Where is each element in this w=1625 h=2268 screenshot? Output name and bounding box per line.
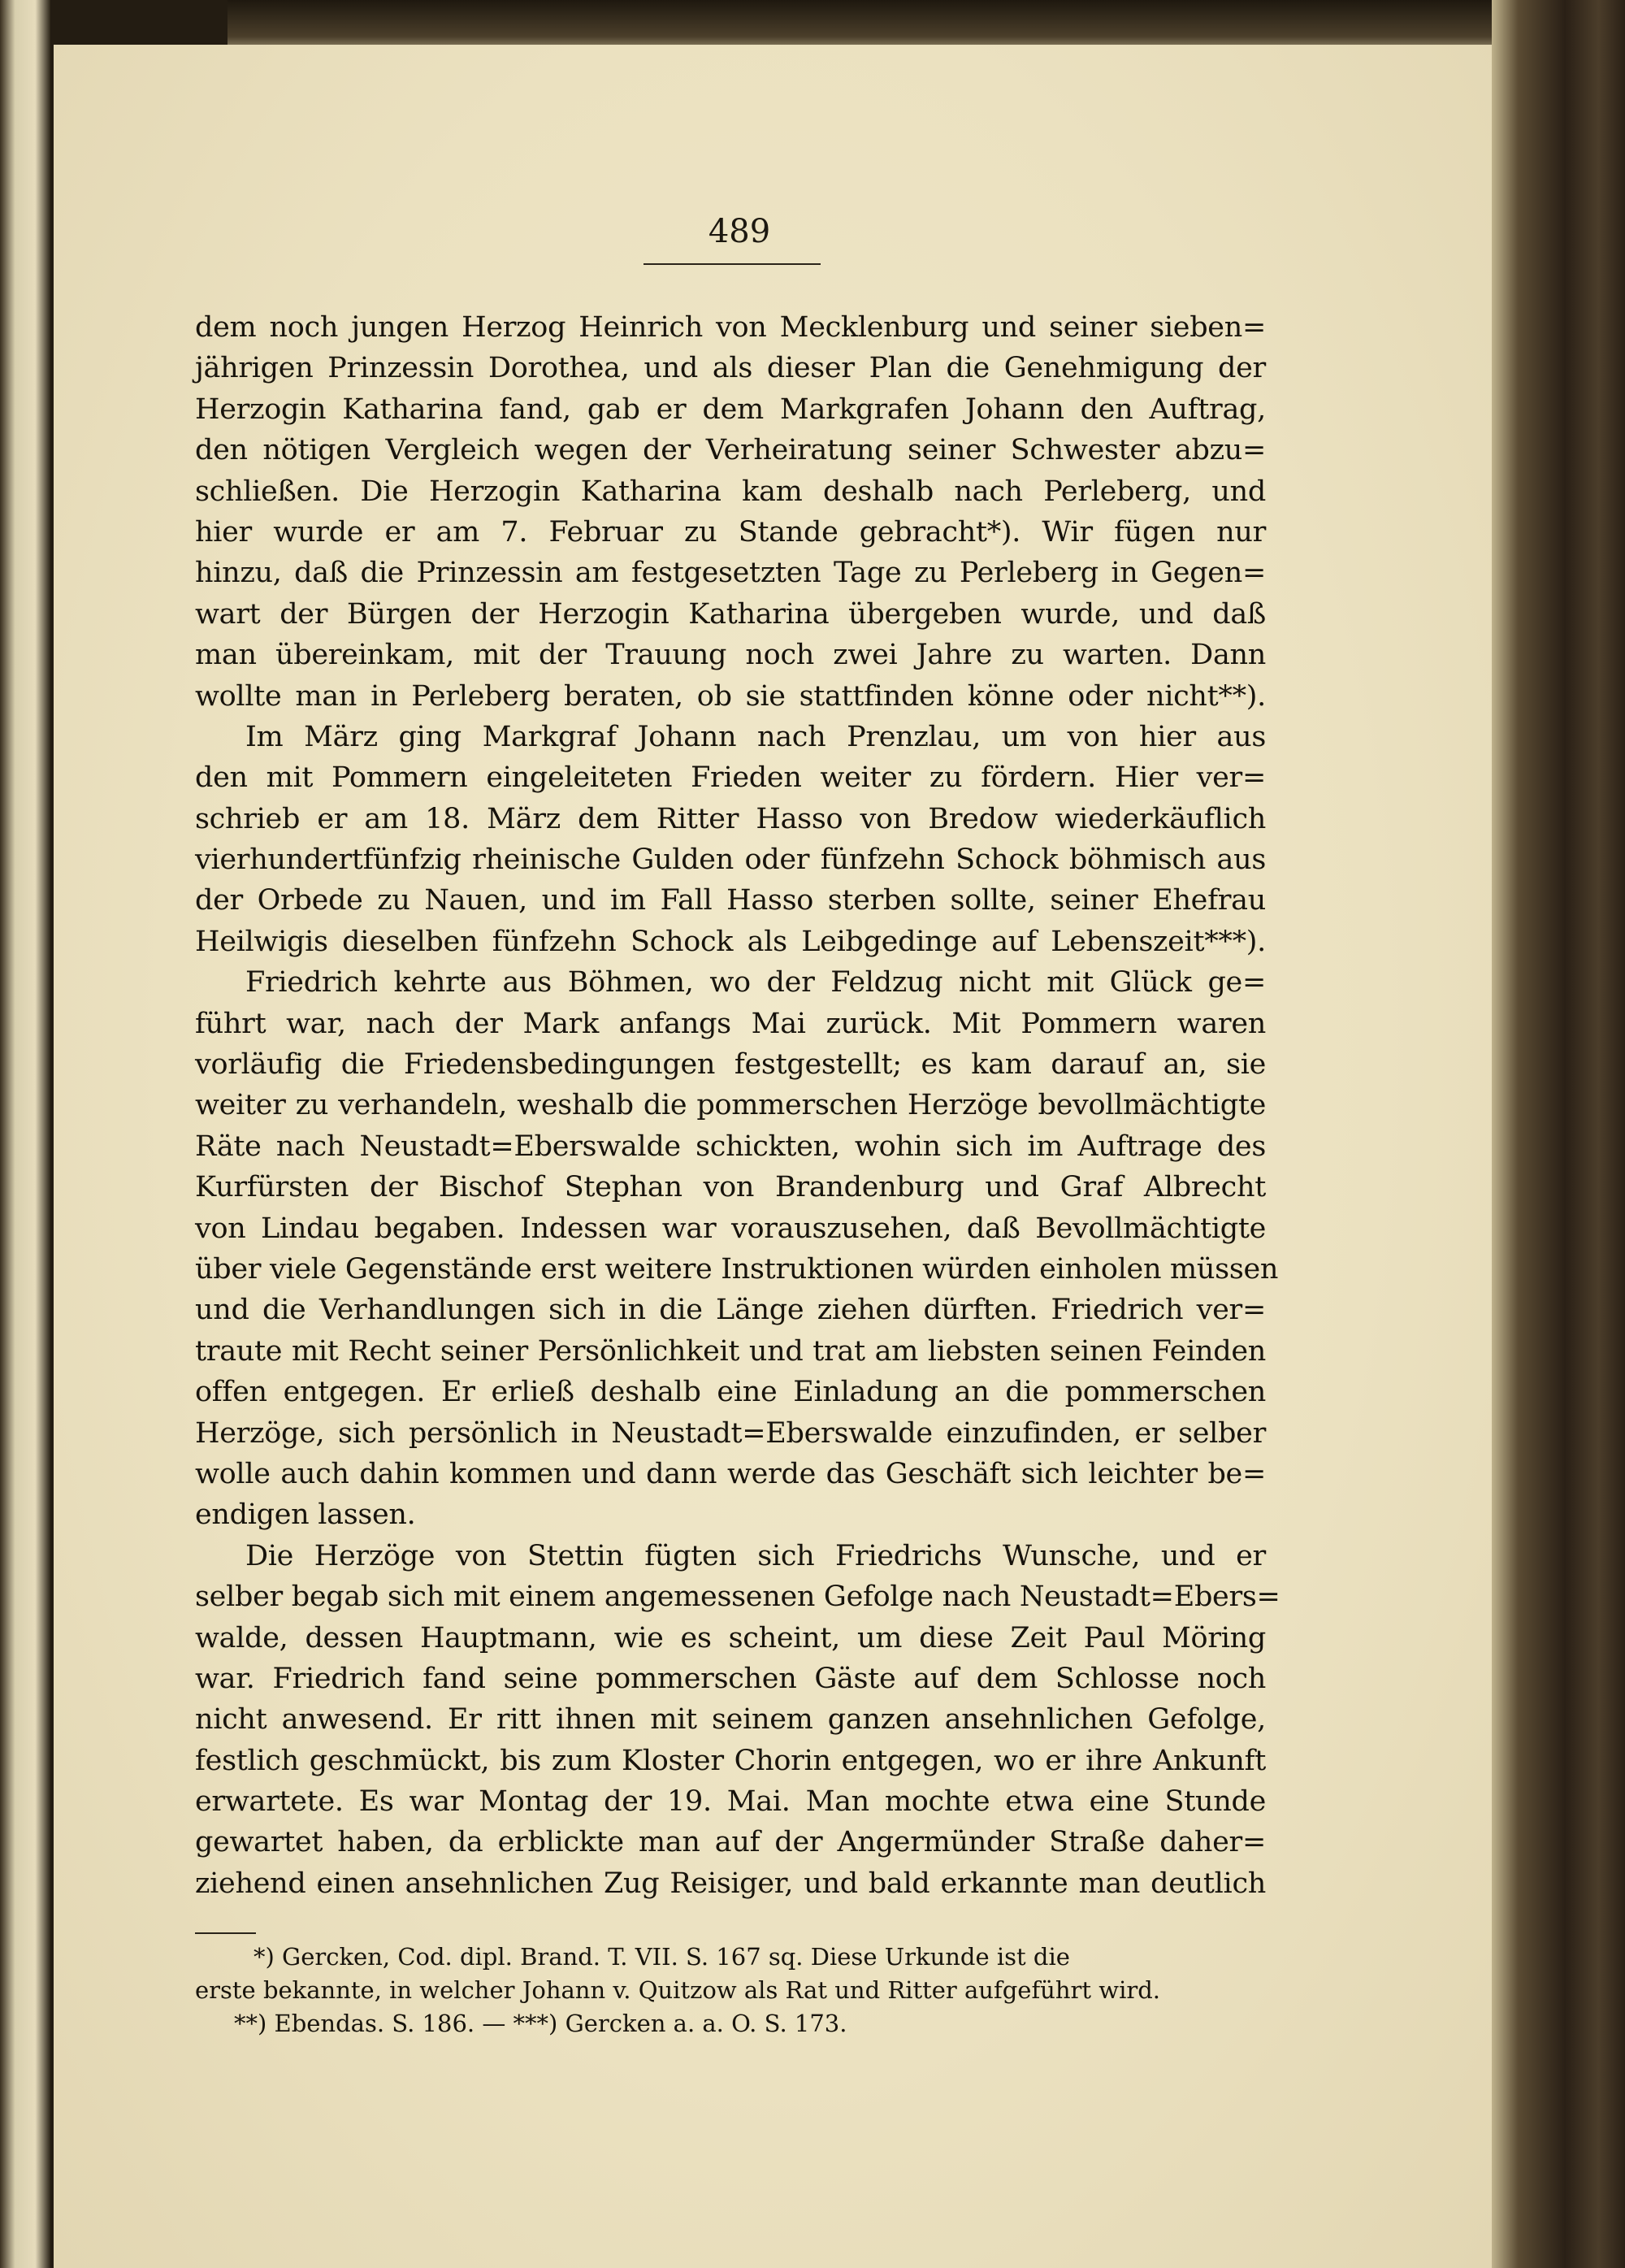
text-line: vorläufig die Friedensbedingungen festgestellt; es kam darauf an, sie xyxy=(195,1048,1266,1082)
footnote-line: *) Gercken, Cod. dipl. Brand. T. VII. S. 167 sq. Diese Urkunde ist die xyxy=(254,1943,1070,1971)
text-line: Friedrich kehrte aus Böhmen, wo der Feldzug nicht mit Glück ge= xyxy=(245,966,1266,1000)
text-line: traute mit Recht seiner Persönlichkeit und trat am liebsten seinen Feinden xyxy=(195,1334,1266,1368)
text-line: Herzogin Katharina fand, gab er dem Markgrafen Johann den Auftrag, xyxy=(195,392,1266,426)
text-line: jährigen Prinzessin Dorothea, und als dieser Plan die Genehmigung der xyxy=(195,352,1266,385)
page-number: 489 xyxy=(708,213,771,250)
footnote-line: **) Ebendas. S. 186. — ***) Gercken a. a. O. S. 173. xyxy=(234,2010,847,2037)
footnote-rule xyxy=(195,1932,256,1934)
text-line: Im März ging Markgraf Johann nach Prenzlau, um von hier aus xyxy=(245,720,1266,753)
text-line: walde, dessen Hauptmann, wie es scheint, um diese Zeit Paul Möring xyxy=(195,1621,1266,1654)
text-line: dem noch jungen Herzog Heinrich von Mecklenburg und seiner sieben= xyxy=(195,311,1266,344)
text-line: über viele Gegenstände erst weitere Instruktionen würden einholen müssen xyxy=(195,1252,1279,1286)
text-line: Die Herzöge von Stettin fügten sich Friedrichs Wunsche, und er xyxy=(245,1539,1266,1572)
text-line: nicht anwesend. Er ritt ihnen mit seinem ganzen ansehnlichen Gefolge, xyxy=(195,1703,1266,1737)
text-line: wart der Bürgen der Herzogin Katharina übergeben wurde, und daß xyxy=(195,597,1266,631)
text-line: schrieb er am 18. März dem Ritter Hasso von Bredow wiederkäuflich xyxy=(195,802,1266,835)
text-line: führt war, nach der Mark anfangs Mai zurück. Mit Pommern waren xyxy=(195,1007,1266,1040)
text-line: vierhundertfünfzig rheinische Gulden oder fünfzehn Schock böhmisch aus xyxy=(195,843,1266,877)
text-line: Herzöge, sich persönlich in Neustadt=Eberswalde einzufinden, er selber xyxy=(195,1416,1266,1450)
text-line: hinzu, daß die Prinzessin am festgesetzten Tage zu Perleberg in Gegen= xyxy=(195,557,1266,590)
footnote-line: erste bekannte, in welcher Johann v. Quitzow als Rat und Ritter aufgeführt wird. xyxy=(195,1976,1161,2004)
text-line: von Lindau begaben. Indessen war vorauszusehen, daß Bevollmächtigte xyxy=(195,1212,1266,1245)
text-line: Heilwigis dieselben fünfzehn Schock als Leibgedinge auf Lebenszeit***). xyxy=(195,925,1266,958)
text-line: hier wurde er am 7. Februar zu Stande gebracht*). Wir fügen nur xyxy=(195,515,1266,549)
text-line: schließen. Die Herzogin Katharina kam deshalb nach Perleberg, und xyxy=(195,475,1266,508)
left-page-edge xyxy=(0,0,50,2268)
body-text xyxy=(195,307,1280,1904)
text-line: den mit Pommern eingeleiteten Frieden weiter zu fördern. Hier ver= xyxy=(195,761,1266,795)
text-line: wollte man in Perleberg beraten, ob sie stattfinden könne oder nicht**). xyxy=(195,679,1266,713)
text-line: erwartete. Es war Montag der 19. Mai. Man mochte etwa eine Stunde xyxy=(195,1785,1266,1819)
text-line: und die Verhandlungen sich in die Länge ziehen dürften. Friedrich ver= xyxy=(195,1294,1266,1327)
text-line: gewartet haben, da erblickte man auf der Angermünder Straße daher= xyxy=(195,1826,1266,1859)
footnotes xyxy=(195,1941,1251,2040)
text-line: man übereinkam, mit der Trauung noch zwei Jahre zu warten. Dann xyxy=(195,639,1266,672)
text-line: wolle auch dahin kommen und dann werde das Geschäft sich leichter be= xyxy=(195,1457,1266,1490)
text-line: selber begab sich mit einem angemessenen Gefolge nach Neustadt=Ebers= xyxy=(195,1581,1280,1614)
book-cover-right-edge xyxy=(1492,0,1625,2268)
text-line: Kurfürsten der Bischof Stephan von Brandenburg und Graf Albrecht xyxy=(195,1171,1266,1204)
text-line: endigen lassen. xyxy=(195,1498,416,1532)
text-line: festlich geschmückt, bis zum Kloster Chorin entgegen, wo er ihre Ankunft xyxy=(195,1744,1266,1777)
text-line: offen entgegen. Er erließ deshalb eine Einladung an die pommerschen xyxy=(195,1376,1266,1409)
text-line: ziehend einen ansehnlichen Zug Reisiger, und bald erkannte man deutlich xyxy=(195,1867,1266,1900)
text-line: den nötigen Vergleich wegen der Verheiratung seiner Schwester abzu= xyxy=(195,434,1266,467)
text-line: der Orbede zu Nauen, und im Fall Hasso sterben sollte, seiner Ehefrau xyxy=(195,884,1266,917)
text-line: weiter zu verhandeln, weshalb die pommerschen Herzöge bevollmächtigte xyxy=(195,1089,1266,1122)
page-number-rule xyxy=(644,263,821,265)
text-line: war. Friedrich fand seine pommerschen Gäste auf dem Schlosse noch xyxy=(195,1662,1266,1695)
text-line: Räte nach Neustadt=Eberswalde schickten, wohin sich im Auftrage des xyxy=(195,1130,1266,1163)
